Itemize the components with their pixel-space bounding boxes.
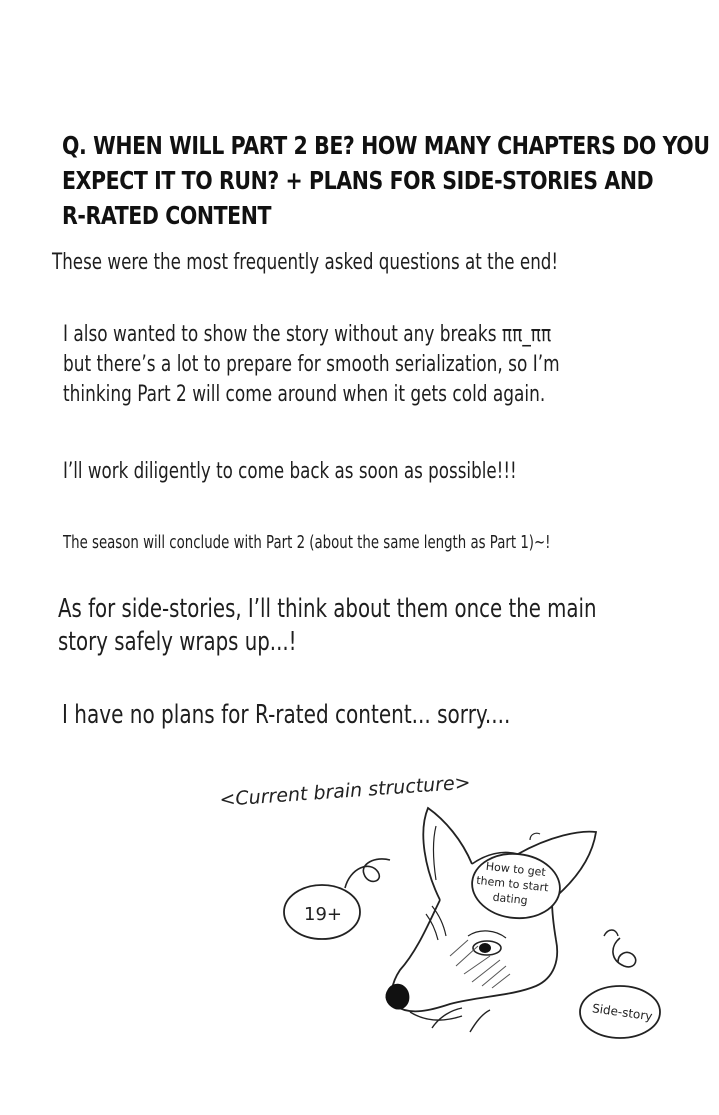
heading-line-1: Q. WHEN WILL PART 2 BE? HOW MANY CHAPTERS DO YOU [62,131,710,160]
heading-line-2: EXPECT IT TO RUN? + PLANS FOR SIDE-STORIES AND [62,166,654,195]
bubble-side-label: Side-story [591,1001,654,1024]
breaks-paragraph [63,320,560,410]
bubble-dating-line-3: dating [492,890,529,908]
side-story-paragraph [58,593,597,659]
breaks-line-1: I also wanted to show the story without any breaks ππ_ππ [63,322,552,347]
side-story-line-1: As for side-stories, I’ll think about them once the main [58,594,597,624]
bubble-19-label: 19+ [304,904,342,925]
question-heading [62,128,710,233]
brain-structure-illustration [200,760,680,1060]
fox-nose-icon [386,984,409,1009]
faq-note-paragraph: These were the most frequently asked questions at the end! [52,250,559,275]
brain-structure-svg [200,760,680,1060]
bubble-dating-line-1: How to get [485,859,547,879]
squiggle-19-icon [345,859,390,888]
bubble-dating-line-2: them to start [475,873,550,895]
fox-left-ear [423,808,472,900]
drawing-caption: <Current brain structure> [218,771,472,811]
breaks-line-3: thinking Part 2 will come around when it gets cold again. [63,382,546,407]
breaks-line-2: but there’s a lot to prepare for smooth serialization, so I’m [63,352,560,377]
squiggle-side-icon [613,938,636,967]
diligent-paragraph: I’ll work diligently to come back as soon as possible!!! [63,459,517,484]
r-rated-paragraph: I have no plans for R-rated content... sorry.... [62,700,511,730]
side-story-line-2: story safely wraps up...! [58,627,297,657]
season-paragraph: The season will conclude with Part 2 (about the same length as Part 1)~! [63,532,551,553]
heading-line-3: R-RATED CONTENT [62,201,272,230]
